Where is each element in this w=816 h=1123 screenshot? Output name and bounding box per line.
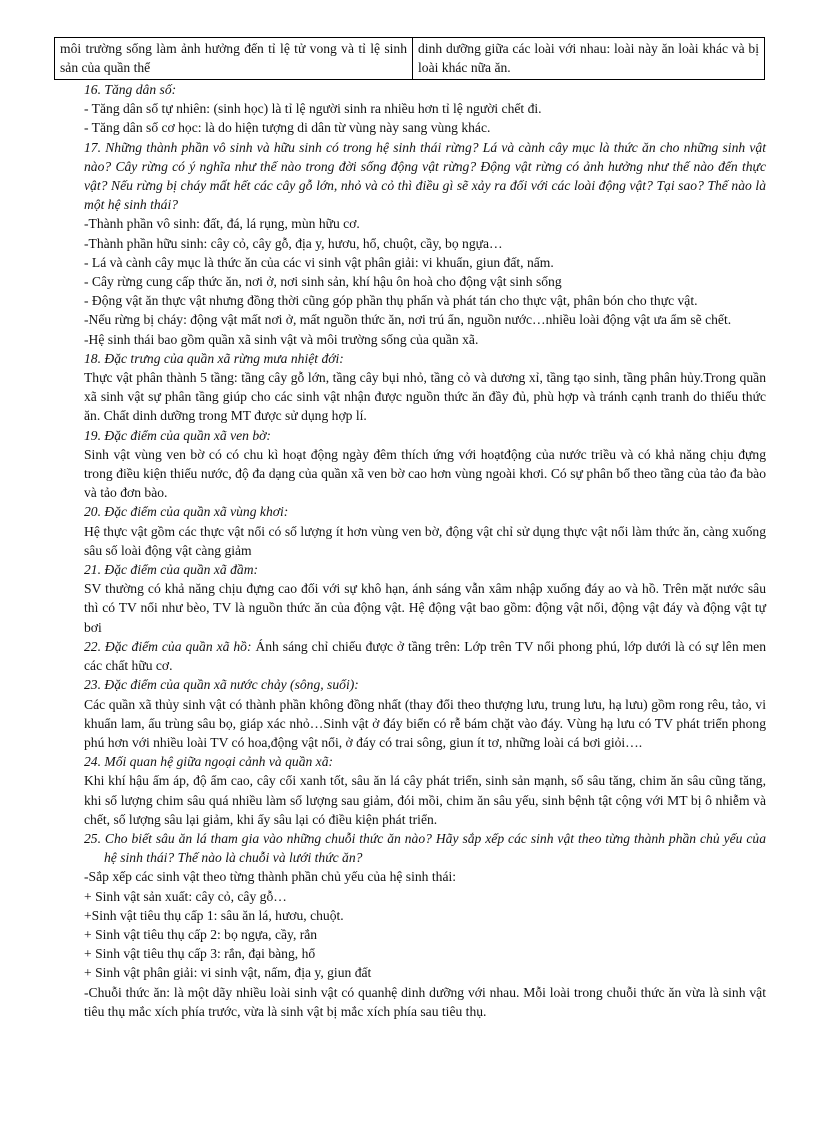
section-heading: 22. Đặc điểm của quần xã hồ: <box>84 638 252 654</box>
table-cell-right: dinh dưỡng giữa các loài với nhau: loài này ăn loài khác và bị loài khác nữa ăn. <box>413 38 765 80</box>
paragraph: -Thành phần vô sinh: đất, đá, lá rụng, mùn hữu cơ. <box>84 216 360 232</box>
paragraph: - Động vật ăn thực vật nhưng đồng thời cũng góp phần thụ phấn và phát tán cho thực vật, phân bón cho thực vật. <box>84 293 698 309</box>
paragraph: + Sinh vật tiêu thụ cấp 3: rắn, đại bàng, hổ <box>84 946 316 962</box>
continuation-table <box>54 37 765 80</box>
paragraph: +Sinh vật tiêu thụ cấp 1: sâu ăn lá, hươu, chuột. <box>84 907 344 923</box>
paragraph: - Lá và cành cây mục là thức ăn của các vi sinh vật phân giải: vi khuẩn, giun đất, nấm. <box>84 254 554 270</box>
paragraph: -Hệ sinh thái bao gồm quần xã sinh vật và môi trường sống của quần xã. <box>84 331 479 347</box>
section-heading: 16. Tăng dân số: <box>84 82 177 97</box>
section-heading: 23. Đặc điểm của quần xã nước chảy (sông, suối): <box>84 677 359 693</box>
paragraph: + Sinh vật phân giải: vi sinh vật, nấm, địa y, giun đất <box>84 965 372 981</box>
paragraph: + Sinh vật sản xuất: cây cỏ, cây gỗ… <box>84 888 287 904</box>
section-heading: 20. Đặc điểm của quần xã vùng khơi: <box>84 504 289 520</box>
section-heading: 24. Mối quan hệ giữa ngoại cảnh và quần xã: <box>84 754 334 770</box>
section-heading: 25. Cho biết sâu ăn lá tham gia vào những chuỗi thức ăn nào? Hãy sắp xếp các sinh vật theo từng thành phần chủ yếu của hệ sinh thái? Thế nào là chuỗi và lưới thức ăn? <box>84 830 766 866</box>
paragraph: -Nếu rừng bị cháy: động vật mất nơi ở, mất nguồn thức ăn, nơi trú ẩn, nguồn nước…nhiều loài động vật ưa ẩm sẽ chết. <box>84 312 732 328</box>
paragraph-text: Ánh sáng chỉ chiếu được ở tầng trên: Lớp trên TV nổi phong phú, lớp dưới là có sự lên men các chất hữu cơ. <box>84 638 766 674</box>
paragraph: - Tăng dân số cơ học: là do hiện tượng di dân từ vùng này sang vùng khác. <box>84 120 491 136</box>
section-heading: 21. Đặc điểm của quần xã đầm: <box>84 562 259 578</box>
paragraph: - Tăng dân số tự nhiên: (sinh học) là tỉ lệ người sinh ra nhiều hơn tỉ lệ người chết đi. <box>84 101 542 117</box>
section-heading: 18. Đặc trưng của quần xã rừng mưa nhiệt đới: <box>84 350 344 366</box>
paragraph: Các quần xã thủy sinh vật có thành phần không đồng nhất (thay đổi theo thượng lưu, trung lưu, hạ lưu) gồm rong rêu, tảo, vi khuẩn lam, ấu trùng sâu bọ, giáp xác nhỏ…Sinh vật ở đáy biển có rễ bám chặt vào đáy. Vùng hạ lưu có TV phát triển phong phú hơn với nhiều loài TV có hoa,động vật nổi, ở đáy có trai sông, giun ít tơ, những loài cá bơi giỏi…. <box>84 696 766 750</box>
section-heading: 19. Đặc điểm của quần xã ven bờ: <box>84 427 271 443</box>
table-cell-left: môi trường sống làm ảnh hưởng đến tỉ lệ tử vong và tỉ lệ sinh sản của quần thể <box>55 38 413 80</box>
paragraph: -Thành phần hữu sinh: cây cỏ, cây gỗ, địa y, hươu, hổ, chuột, cầy, bọ ngựa… <box>84 235 503 251</box>
paragraph: Thực vật phân thành 5 tầng: tầng cây gỗ lớn, tầng cây bụi nhỏ, tầng cỏ và dương xỉ, tầng tạo sinh, tầng phân hủy.Trong quần xã sinh vật sự phân tầng giúp cho các sinh vật nhận được nguồn thức ăn đầy đủ, phù hợp và tránh cạnh tranh do thiếu thức ăn. Chất dinh dưỡng trong MT được sử dụng hợp lí. <box>84 370 766 424</box>
paragraph: -Sắp xếp các sinh vật theo từng thành phần chủ yếu của hệ sinh thái: <box>84 869 457 885</box>
paragraph: -Chuỗi thức ăn: là một dãy nhiều loài sinh vật có quanhệ dinh dưỡng với nhau. Mỗi loài trong chuỗi thức ăn vừa là sinh vật tiêu thụ mắc xích phía trước, vừa là sinh vật bị mắc xích phía sau tiêu thụ. <box>84 984 766 1019</box>
paragraph <box>84 637 766 675</box>
paragraph: SV thường có khả năng chịu đựng cao đối với sự khô hạn, ánh sáng vẫn xâm nhập xuống đáy ao và hồ. Trên mặt nước sâu thì có TV nổi như bèo, TV là nguồn thức ăn của động vật. Hệ động vật bao gồm: động vật nổi, động vật đáy và động vật tự bơi <box>84 581 766 635</box>
paragraph: Sinh vật vùng ven bờ có có chu kì hoạt động ngày đêm thích ứng với hoạtđộng của nước triều và có khả năng chịu đựng trong điều kiện thiếu nước, độ đa dạng của quần xã ven bờ cao hơn vùng ngoài khơi. Có sự phân bố theo tầng của tảo đa bào và tảo đơn bào. <box>84 446 766 501</box>
paragraph: Hệ thực vật gồm các thực vật nổi có số lượng ít hơn vùng ven bờ, động vật chỉ sử dụng thực vật nổi làm thức ăn, càng xuống sâu số loài động vật càng giảm <box>84 523 766 558</box>
document-body <box>84 80 766 1021</box>
section-heading: 17. Những thành phần vô sinh và hữu sinh có trong hệ sinh thái rừng? Lá và cành cây mục là thức ăn cho những sinh vật nào? Cây rừng có ý nghĩa như thế nào trong đời sống động vật rừng? Động vật rừng có ảnh hưởng như thế nào đến thực vật? Nếu rừng bị cháy mất hết các cây gỗ lớn, nhỏ và cỏ thì điều gì sẽ xảy ra đối với các loài động vật? Tại sao? Thế nào là một hệ sinh thái? <box>84 139 766 213</box>
table-row <box>55 38 765 80</box>
paragraph: Khi khí hậu ấm áp, độ ẩm cao, cây cối xanh tốt, sâu ăn lá cây phát triển, sinh sản mạnh, số sâu tăng, chim ăn sâu cũng tăng, khi số lượng chim sâu quá nhiều làm số lượng sau giảm, đói mồi, chim ăn sâu yếu, sinh bệnh tật cộng với MT bị ô nhiễm và chết, số lượng sâu lại giảm, khi ấy sâu lại có điều kiện phát triển. <box>84 773 766 827</box>
paragraph: + Sinh vật tiêu thụ cấp 2: bọ ngựa, cầy, rắn <box>84 926 318 942</box>
paragraph: - Cây rừng cung cấp thức ăn, nơi ở, nơi sinh sản, khí hậu ôn hoà cho động vật sinh sống <box>84 274 562 290</box>
